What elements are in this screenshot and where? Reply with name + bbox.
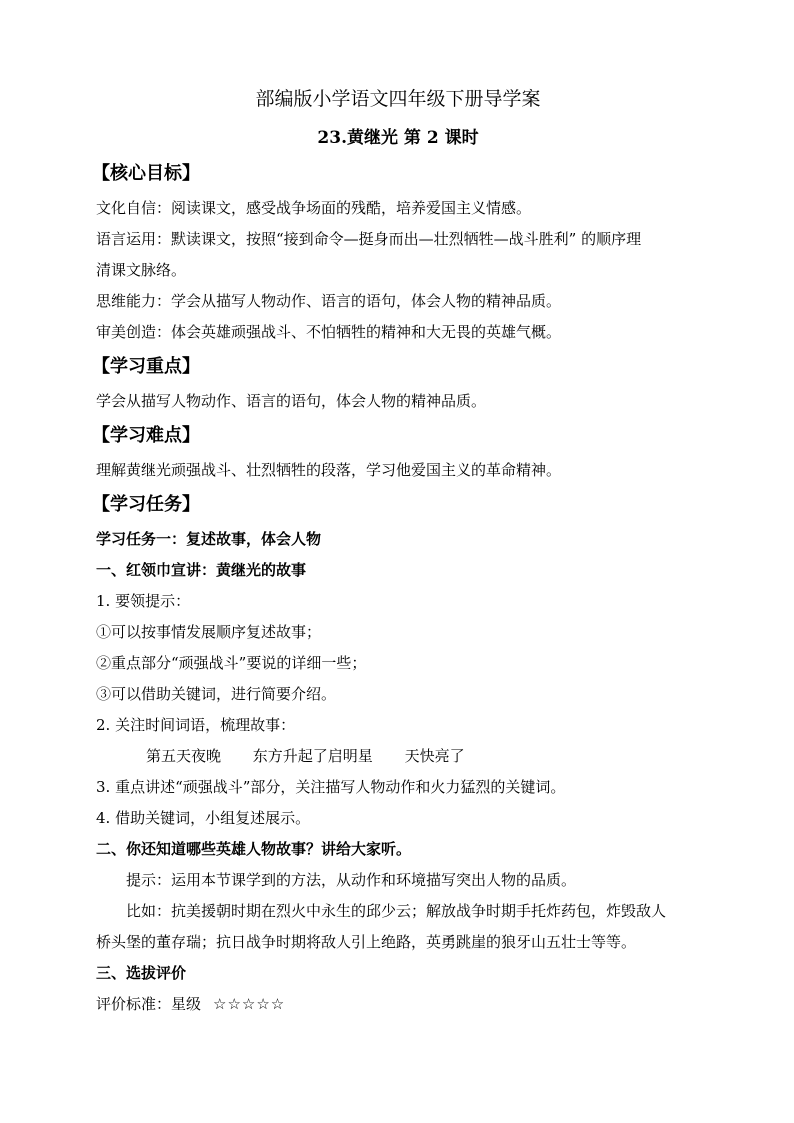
core-goal-language: 语言运用：默读课文，按照“接到命令—挺身而出—壮烈牺牲—战斗胜利” 的顺序理 <box>96 230 642 248</box>
example-line-1: 比如：抗美援朝时期在烈火中永生的邱少云；解放战争时期手托炸药包，炸毁敌人 <box>126 902 667 920</box>
lesson-title: 23.黄继光 第 2 课时 <box>317 128 479 148</box>
point4: 4. 借助关键词，小组复述展示。 <box>96 809 311 827</box>
difficulties-text: 理解黄继光顽强战斗、壮烈牺牲的段落，学习他爱国主义的革命精神。 <box>96 461 562 479</box>
timeline-word: 东方升起了启明星 <box>252 747 373 765</box>
timeline-words <box>96 741 700 772</box>
star-rating: ☆☆☆☆☆ <box>213 995 286 1013</box>
key-points-heading: 【学习重点】 <box>92 356 200 377</box>
key-points-text: 学会从描写人物动作、语言的语句，体会人物的精神品质。 <box>96 392 487 410</box>
core-goal-language-cont: 清课文脉络。 <box>96 261 187 279</box>
point1: 1. 要领提示： <box>96 592 191 610</box>
core-goal-culture: 文化自信：阅读课文，感受战争场面的残酷，培养爱国主义情感。 <box>96 199 532 217</box>
tip2: ②重点部分“顽强战斗”要说的详细一些； <box>96 654 367 672</box>
tip1: ①可以按事情发展顺序复述故事； <box>96 623 322 641</box>
point2: 2. 关注时间词语，梳理故事： <box>96 716 296 734</box>
core-goal-thinking: 思维能力：学会从描写人物动作、语言的语句，体会人物的精神品质。 <box>96 292 562 310</box>
core-goal-aesthetic: 审美创造：体会英雄顽强战斗、不怕牺牲的精神和大无畏的英雄气概。 <box>96 323 562 341</box>
point3: 3. 重点讲述“顽强战斗”部分，关注描写人物动作和火力猛烈的关键词。 <box>96 778 566 796</box>
document-title: 部编版小学语文四年级下册导学案 <box>255 88 541 110</box>
difficulties-heading: 【学习难点】 <box>92 425 200 446</box>
example-line-2: 桥头堡的董存瑞；抗日战争时期将敌人引上绝路，英勇跳崖的狼牙山五壮士等等。 <box>96 933 637 951</box>
part2-title: 二、你还知道哪些英雄人物故事？讲给大家听。 <box>96 840 412 858</box>
tip3: ③可以借助关键词，进行简要介绍。 <box>96 685 337 703</box>
part1-title: 一、红领巾宣讲：黄继光的故事 <box>96 561 307 579</box>
criteria-line <box>96 989 700 1020</box>
timeline-word: 第五天夜晚 <box>146 747 222 765</box>
tasks-heading: 【学习任务】 <box>92 494 200 515</box>
task1-title: 学习任务一：复述故事，体会人物 <box>96 530 322 548</box>
criteria-label: 评价标准：星级 <box>96 995 202 1013</box>
core-goals-heading: 【核心目标】 <box>92 163 200 184</box>
hint-text: 提示：运用本节课学到的方法，从动作和环境描写突出人物的品质。 <box>126 871 577 889</box>
part3-title: 三、选拔评价 <box>96 964 187 982</box>
timeline-word: 天快亮了 <box>404 747 465 765</box>
